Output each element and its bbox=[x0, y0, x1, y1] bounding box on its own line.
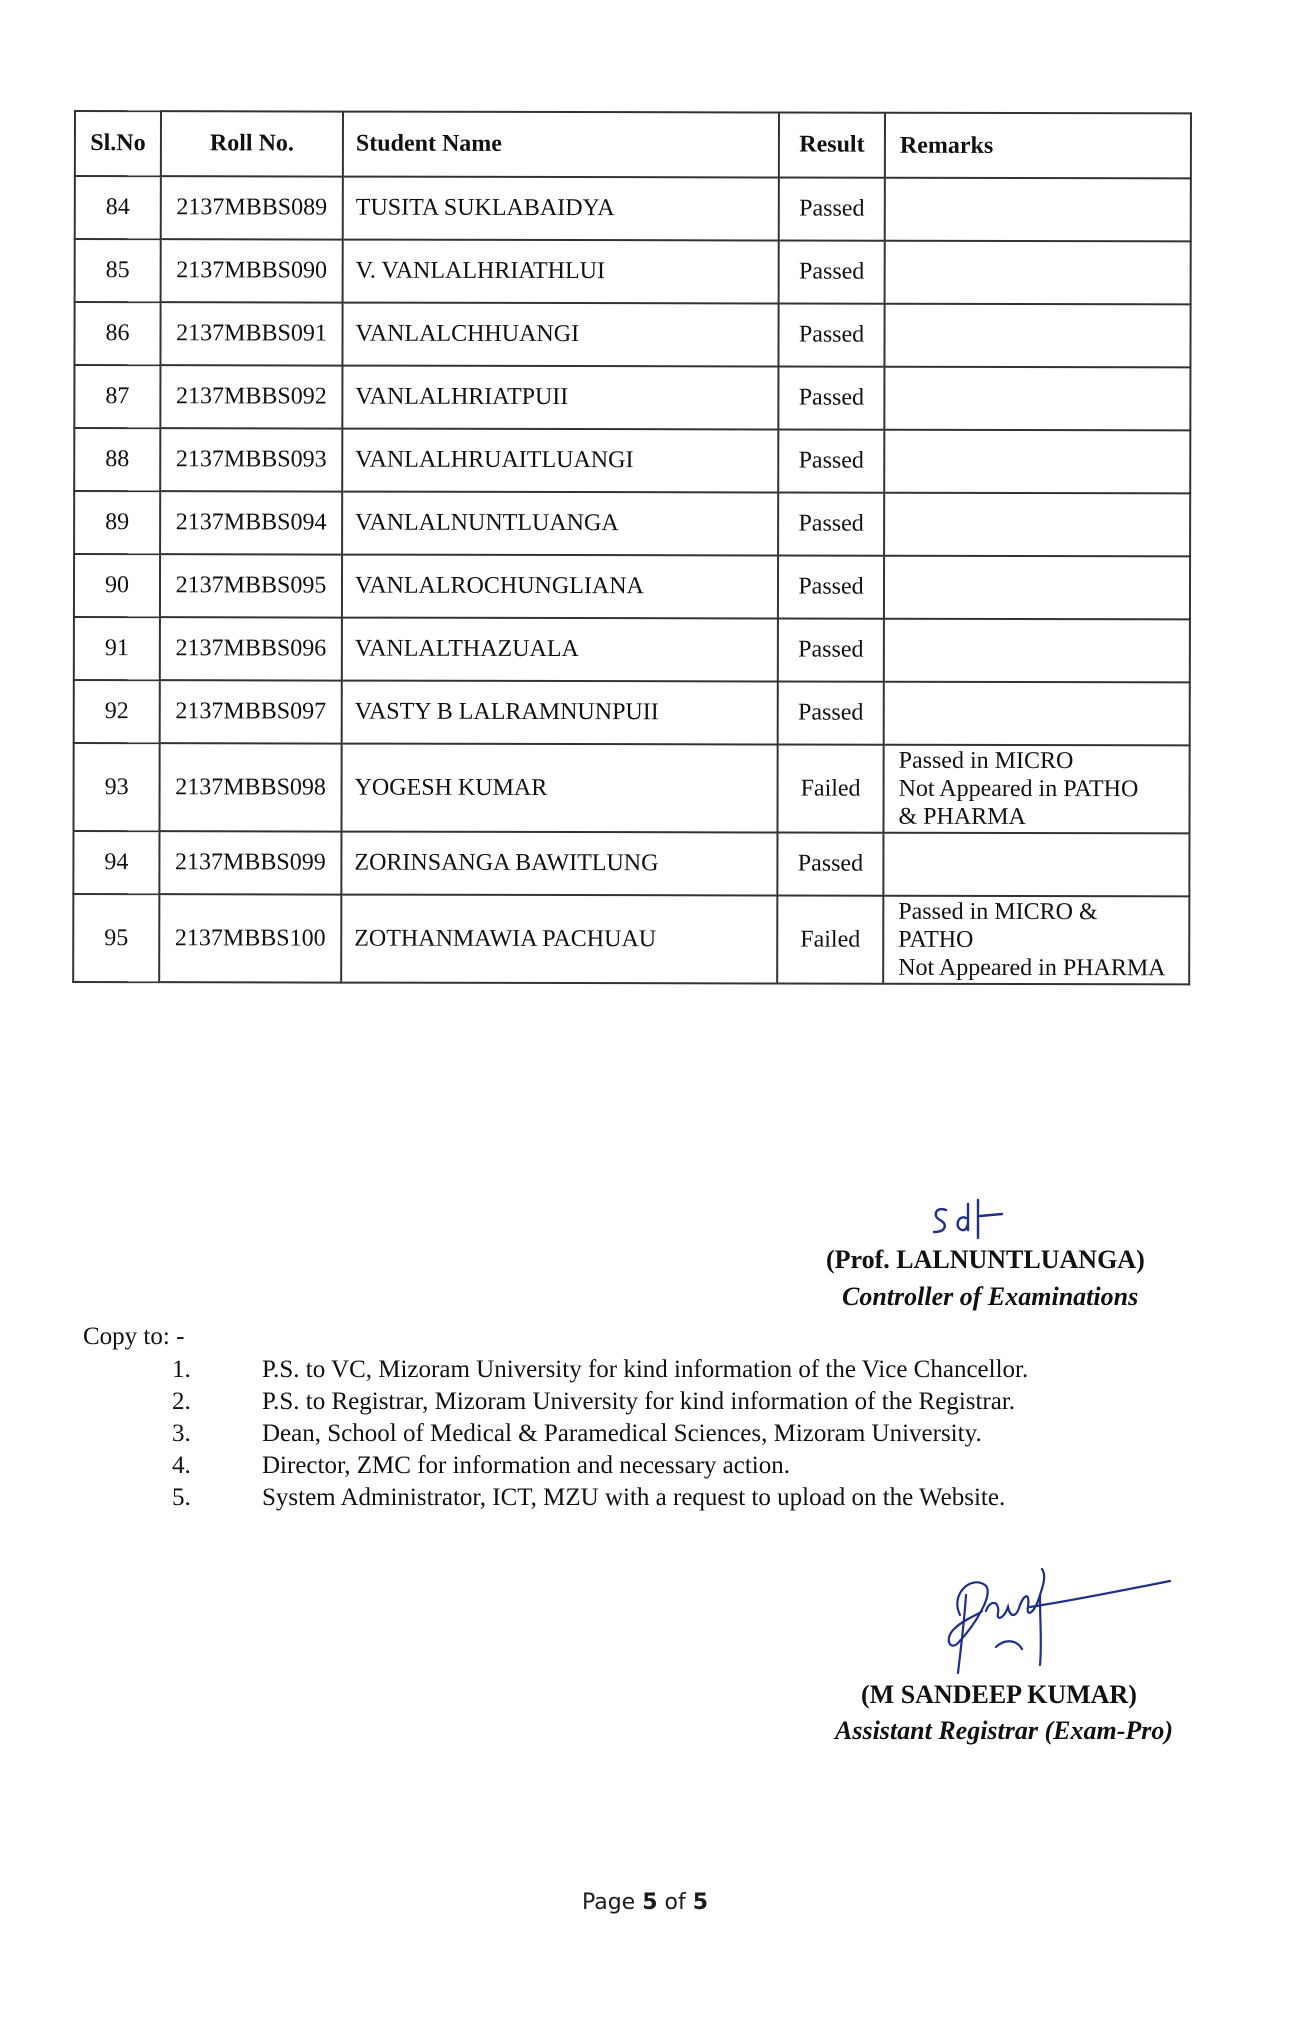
cell-student-name: VANLALROCHUNGLIANA bbox=[342, 555, 778, 619]
table-body bbox=[73, 176, 1191, 984]
cell-remarks bbox=[884, 556, 1190, 620]
cell-result: Passed bbox=[779, 177, 885, 240]
cell-sl-no: 89 bbox=[74, 491, 160, 554]
cell-sl-no: 84 bbox=[75, 176, 161, 239]
table-row bbox=[74, 680, 1190, 745]
cell-remarks bbox=[883, 833, 1189, 897]
table-row bbox=[74, 617, 1190, 682]
remark-line: Passed in MICRO & bbox=[898, 898, 1098, 926]
cell-remarks bbox=[884, 619, 1190, 683]
cell-roll-no: 2137MBBS099 bbox=[159, 831, 341, 894]
page-current: 5 bbox=[642, 1890, 658, 1915]
cell-sl-no: 94 bbox=[73, 831, 159, 894]
copy-to-item-number: 2. bbox=[172, 1388, 191, 1415]
cell-student-name: VANLALTHAZUALA bbox=[342, 618, 778, 682]
table-row bbox=[74, 302, 1190, 367]
remark-line: Not Appeared in PATHO bbox=[898, 775, 1139, 803]
cell-roll-no: 2137MBBS098 bbox=[159, 743, 341, 831]
cell-student-name: VANLALHRIATPUII bbox=[342, 366, 778, 430]
header-sl-no: Sl.No bbox=[75, 111, 161, 176]
controller-name: (Prof. LALNUNTLUANGA) bbox=[826, 1245, 1145, 1274]
table-row bbox=[74, 554, 1190, 619]
table-row bbox=[75, 239, 1191, 304]
remark-line: Passed in MICRO bbox=[898, 747, 1074, 775]
controller-title: Controller of Examinations bbox=[842, 1282, 1139, 1311]
cell-sl-no: 90 bbox=[74, 554, 160, 617]
cell-result: Failed bbox=[777, 744, 883, 832]
cell-remarks bbox=[885, 178, 1191, 242]
copy-to-item-number: 5. bbox=[172, 1484, 191, 1511]
cell-result: Passed bbox=[778, 681, 884, 744]
cell-student-name: VANLALHRUAITLUANGI bbox=[342, 429, 778, 493]
copy-to-item-text: Dean, School of Medical & Paramedical Sciences, Mizoram University. bbox=[262, 1420, 982, 1447]
copy-to-item-number: 3. bbox=[172, 1420, 191, 1447]
cell-sl-no: 93 bbox=[73, 743, 159, 831]
copy-to-item-text: P.S. to Registrar, Mizoram University for kind information of the Registrar. bbox=[262, 1388, 1016, 1415]
header-student-name: Student Name bbox=[343, 112, 779, 178]
remark-line: & PHARMA bbox=[898, 803, 1026, 830]
cell-result: Passed bbox=[778, 492, 884, 555]
cell-result: Passed bbox=[778, 303, 884, 366]
cell-roll-no: 2137MBBS096 bbox=[160, 617, 342, 680]
cell-remarks bbox=[884, 304, 1190, 368]
copy-to-item-text: P.S. to VC, Mizoram University for kind information of the Vice Chancellor. bbox=[262, 1356, 1029, 1383]
results-table bbox=[72, 110, 1192, 985]
table-row bbox=[73, 894, 1189, 984]
cell-roll-no: 2137MBBS091 bbox=[160, 302, 342, 365]
cell-roll-no: 2137MBBS090 bbox=[161, 239, 343, 302]
cell-result: Passed bbox=[778, 366, 884, 429]
cell-student-name: VANLALNUNTLUANGA bbox=[342, 492, 778, 556]
remark-line: Not Appeared in PHARMA bbox=[898, 954, 1166, 982]
cell-roll-no: 2137MBBS092 bbox=[160, 365, 342, 428]
page-total: 5 bbox=[692, 1890, 709, 1915]
assistant-registrar-title: Assistant Registrar (Exam-Pro) bbox=[835, 1716, 1174, 1745]
table-row bbox=[74, 491, 1190, 556]
table-row bbox=[73, 831, 1189, 896]
page-number-footer bbox=[0, 1890, 1290, 1915]
copy-to-item-text: System Administrator, ICT, MZU with a request to upload on the Website. bbox=[262, 1484, 1006, 1511]
sd-signature-mark bbox=[928, 1196, 1018, 1251]
handwritten-signature-icon bbox=[930, 1555, 1190, 1685]
copy-to-item-number: 4. bbox=[172, 1452, 191, 1479]
table-row bbox=[74, 428, 1190, 493]
header-remarks: Remarks bbox=[885, 113, 1191, 179]
cell-sl-no: 91 bbox=[74, 617, 160, 680]
copy-to-item-text: Director, ZMC for information and necessary action. bbox=[262, 1452, 790, 1479]
cell-remarks bbox=[884, 430, 1190, 494]
assistant-registrar-signature bbox=[930, 1555, 1190, 1690]
cell-sl-no: 85 bbox=[75, 239, 161, 302]
cell-remarks bbox=[885, 241, 1191, 305]
cell-sl-no: 86 bbox=[74, 302, 160, 365]
cell-remarks bbox=[883, 745, 1189, 834]
assistant-registrar-name: (M SANDEEP KUMAR) bbox=[861, 1680, 1137, 1709]
page-of: of bbox=[657, 1890, 693, 1915]
table-row bbox=[73, 743, 1189, 833]
cell-sl-no: 88 bbox=[74, 428, 160, 491]
cell-result: Passed bbox=[777, 832, 883, 895]
cell-student-name: ZORINSANGA BAWITLUNG bbox=[341, 832, 777, 896]
sd-handwritten-icon bbox=[928, 1196, 1018, 1246]
cell-remarks bbox=[884, 682, 1190, 746]
cell-result: Passed bbox=[779, 240, 885, 303]
cell-result: Failed bbox=[777, 895, 883, 983]
cell-result: Passed bbox=[778, 555, 884, 618]
cell-result: Passed bbox=[778, 429, 884, 492]
cell-remarks bbox=[883, 896, 1189, 985]
cell-student-name: V. VANLALHRIATHLUI bbox=[343, 240, 779, 304]
cell-student-name: VASTY B LALRAMNUNPUII bbox=[342, 681, 778, 745]
copy-to-heading: Copy to: - bbox=[83, 1323, 185, 1350]
table-header-row bbox=[75, 111, 1191, 178]
cell-roll-no: 2137MBBS089 bbox=[161, 176, 343, 239]
cell-roll-no: 2137MBBS093 bbox=[160, 428, 342, 491]
cell-student-name: TUSITA SUKLABAIDYA bbox=[343, 177, 779, 241]
cell-roll-no: 2137MBBS095 bbox=[160, 554, 342, 617]
table-row bbox=[75, 176, 1191, 241]
cell-remarks bbox=[884, 367, 1190, 431]
cell-sl-no: 95 bbox=[73, 894, 159, 982]
cell-roll-no: 2137MBBS097 bbox=[160, 680, 342, 743]
cell-roll-no: 2137MBBS094 bbox=[160, 491, 342, 554]
header-result: Result bbox=[779, 112, 885, 177]
cell-student-name: YOGESH KUMAR bbox=[341, 744, 777, 833]
table-row bbox=[74, 365, 1190, 430]
page-prefix: Page bbox=[581, 1890, 643, 1915]
cell-student-name: ZOTHANMAWIA PACHUAU bbox=[341, 895, 777, 984]
cell-result: Passed bbox=[778, 618, 884, 681]
cell-remarks bbox=[884, 493, 1190, 557]
cell-sl-no: 92 bbox=[74, 680, 160, 743]
header-roll-no: Roll No. bbox=[161, 111, 343, 176]
remark-line: PATHO bbox=[898, 926, 974, 953]
cell-roll-no: 2137MBBS100 bbox=[159, 894, 341, 982]
copy-to-item-number: 1. bbox=[172, 1356, 191, 1383]
cell-student-name: VANLALCHHUANGI bbox=[342, 303, 778, 367]
cell-sl-no: 87 bbox=[74, 365, 160, 428]
